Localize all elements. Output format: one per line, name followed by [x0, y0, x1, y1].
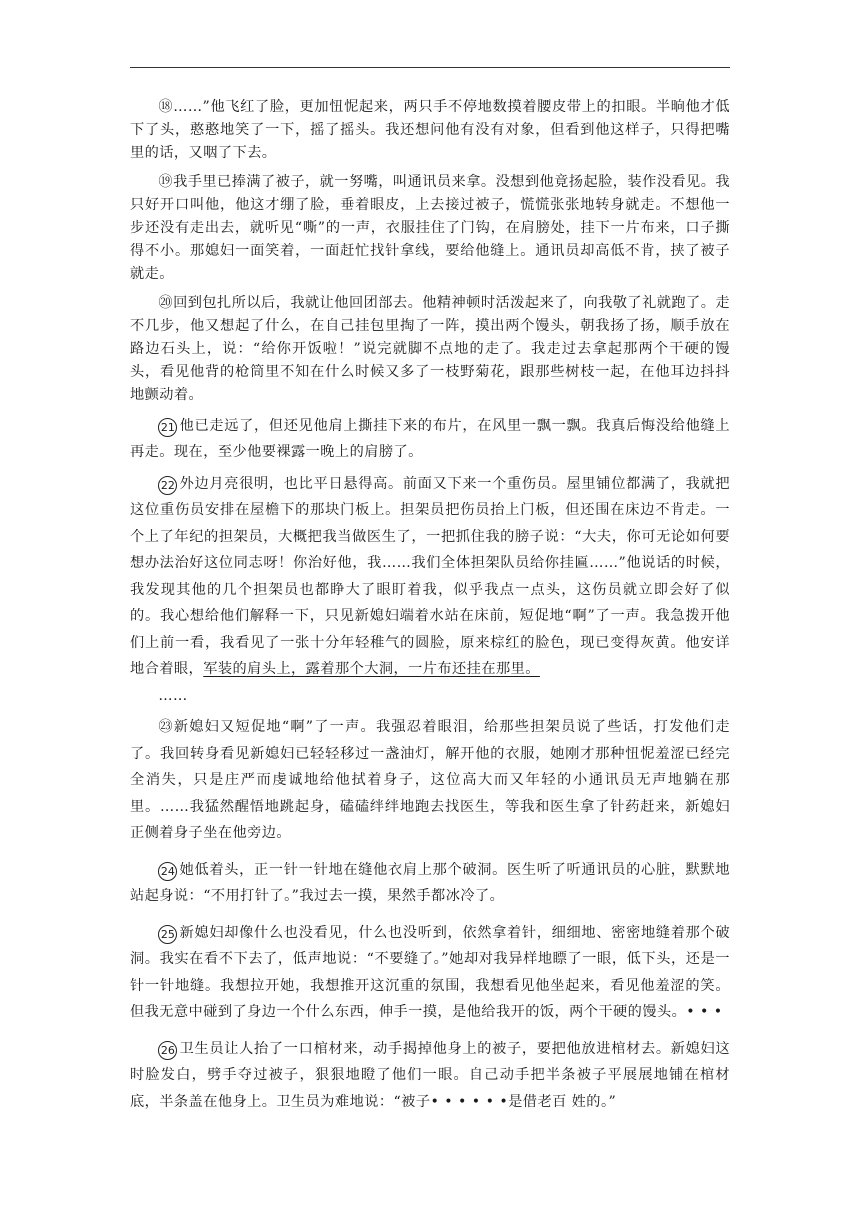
paragraph-text: ……”他飞红了脸，更加忸怩起来，两只手不停地数摸着腰皮带上的扣眼。半晌他才低下了头，憨憨地笑了一下，摇了摇头。我还想问他有没有对象，但看到他这样子，只得把嘴里的话，又咽了下去。	[130, 99, 731, 162]
ellipsis-line: ……	[158, 687, 188, 704]
paragraph-text: 卫生员让人抬了一口棺材来，动手揭掉他身上的被子，要把他放进棺材去。新媳妇这时脸发白，劈手夺过被子，狠狠地瞪了他们一眼。自己动手把半条被子平展展地铺在棺材底，半条盖在他身上。卫生员为难地说：“被子• • • • • •是借老百 姓的。”	[130, 1040, 730, 1110]
header-rule	[130, 67, 730, 68]
paragraph-25	[130, 920, 730, 1026]
paragraph-number: 21	[158, 418, 177, 437]
paragraph-number: 25	[158, 925, 177, 944]
paragraph-18	[130, 96, 730, 166]
paragraph-number: 22	[158, 476, 177, 495]
paragraph-20	[130, 292, 730, 408]
paragraph-text: 她低着头，正一针一针地在缝他衣肩上那个破洞。医生听了听通讯员的心脏，默默地站起身说：“不用打针了。”我过去一摸，果然手都冰冷了。	[130, 861, 730, 905]
paragraph-text: 新媳妇又短促地“啊”了一声。我强忍着眼泪，给那些担架员说了些话，打发他们走了。我回转身看见新媳妇已轻轻移过一盏油灯，解开他的衣服，她刚才那种忸怩羞涩已经完全消失，只是庄严而虔诚地给他拭着身子，这位高大而又年轻的小通讯员无声地躺在那里。……我猛然醒悟地跳起身，磕磕绊绊地跑去找医生，等我和医生拿了针药赶来，新媳妇正侧着身子坐在他旁边。	[130, 719, 730, 842]
paragraph-23	[130, 714, 730, 847]
underlined-sentence: 军装的肩头上，露着那个大洞，一片布还挂在那里。	[203, 661, 540, 678]
paragraph-text: 新媳妇却像什么也没看见，什么也没听到，依然拿着针，细细地、密密地缝着那个破洞。我实在看不下去了，低声地说：“不要缝了。”她却对我异样地瞟了一眼，低下头，还是一针一针地缝。我想拉开她，我想推开这沉重的氛围，我想看见他坐起来，看见他羞涩的笑。但我无意中碰到了身边一个什么东西，伸手一摸，是他给我开的饭，两个干硬的馒头。• • •	[130, 924, 730, 1021]
paragraph-24	[130, 857, 730, 910]
paragraph-21	[130, 413, 730, 466]
paragraph-text: 我手里已捧满了被子，就一努嘴，叫通讯员来拿。没想到他竟扬起脸，装作没看见。我只好开口叫他，他这才绷了脸，垂着眼皮，上去接过被子，慌慌张张地转身就走。不想他一步还没有走出去，就听见“嘶”的一声，衣服挂住了门钩，在肩膀处，挂下一片布来，口子撕得不小。那媳妇一面笑着，一面赶忙找针拿线，要给他缝上。通讯员却高低不肯，挟了被子就走。	[130, 173, 731, 283]
paragraph-number: ⑱	[158, 99, 174, 115]
paragraph-number: ㉓	[158, 719, 174, 736]
paragraph-text: 他已走远了，但还见他肩上撕挂下来的布片，在风里一飘一飘。我真后悔没给他缝上再走。现在，至少他要裸露一晚上的肩膀了。	[130, 417, 730, 461]
document-body	[130, 96, 730, 1115]
paragraph-text: 回到包扎所以后，我就让他回团部去。他精神顿时活泼起来了，向我敬了礼就跑了。走不几步，他又想起了什么，在自己挂包里掏了一阵，摸出两个馒头，朝我扬了扬，顺手放在路边石头上，说：“给你开饭啦！”说完就脚不点地的走了。我走过去拿起那两个干硬的馒头，看见他背的枪筒里不知在什么时候又多了一枝野菊花，跟那些树枝一起，在他耳边抖抖地颤动着。	[130, 294, 731, 404]
paragraph-number: 26	[158, 1041, 177, 1060]
paragraph-number: ⑳	[158, 294, 174, 311]
paragraph-number: ⑲	[158, 173, 174, 190]
paragraph-number: 24	[158, 862, 177, 881]
paragraph-text: 外边月亮很明，也比平日悬得高。前面又下来一个重伤员。屋里铺位都满了，我就把这位重伤员安排在屋檐下的那块门板上。担架员把伤员抬上门板，但还围在床边不肯走。一个上了年纪的担架员，大概把我当做医生了，一把抓住我的膀子说：“大夫，你可无论如何要想办法治好这位同志呀！你治好他，我……我们全体担架队员给你挂匾……”他说话的时候，我发现其他的几个担架员也都睁大了眼盯着我，似乎我点一点头，这伤员就立即会好了似的。我心想给他们解释一下，只见新媳妇端着水站在床前，短促地“啊”了一声。我急拨开他们上前一看，我看见了一张十分年轻稚气的圆脸，原来棕红的脸色，现已变得灰黄。他安详地合着眼，	[130, 475, 730, 678]
paragraph-22	[130, 471, 730, 683]
paragraph-19	[130, 171, 730, 287]
paragraph-26	[130, 1036, 730, 1116]
